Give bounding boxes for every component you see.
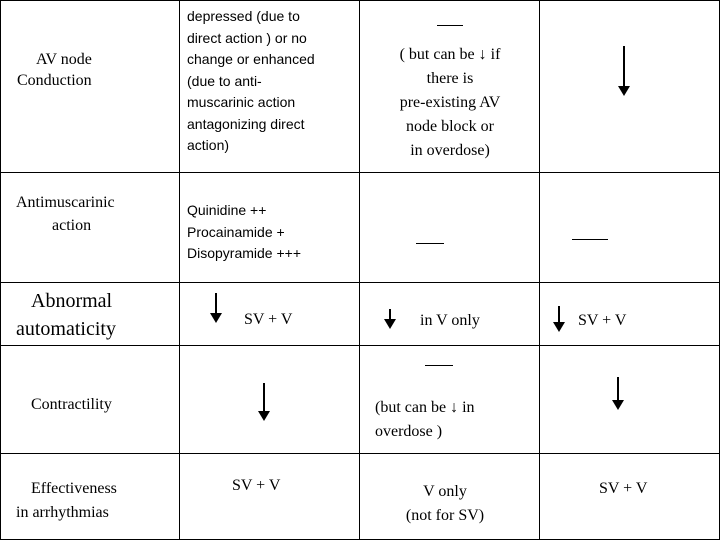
row-label-av-node: AV node bbox=[36, 51, 92, 68]
av-node-col2-text bbox=[360, 43, 540, 163]
effectiveness-col3-text: SV + V bbox=[599, 480, 648, 497]
text-line: change or enhanced bbox=[187, 51, 315, 67]
text-line: depressed (due to bbox=[187, 8, 300, 24]
down-arrow-icon bbox=[612, 377, 624, 410]
no-change-dash bbox=[437, 25, 463, 26]
down-arrow-icon bbox=[384, 309, 396, 329]
text-line: action) bbox=[187, 137, 230, 153]
no-change-dash bbox=[572, 239, 608, 240]
av-node-col1-text bbox=[187, 6, 315, 157]
row-label-contractility: Contractility bbox=[31, 396, 112, 413]
grid-line bbox=[0, 282, 720, 283]
row-label-in-arrhythmias: in arrhythmias bbox=[16, 504, 109, 521]
row-label-action: action bbox=[52, 217, 92, 234]
text-line: there is bbox=[426, 70, 474, 87]
down-arrow-icon bbox=[258, 383, 270, 421]
text-line: overdose ) bbox=[375, 423, 443, 440]
text-line: (due to anti- bbox=[187, 72, 262, 89]
text-line: node block or bbox=[406, 118, 494, 135]
no-change-dash bbox=[425, 365, 453, 366]
text-line: (not for SV) bbox=[405, 507, 485, 524]
text-line: Quinidine ++ bbox=[187, 202, 267, 218]
grid-line bbox=[0, 345, 720, 346]
grid-line bbox=[179, 0, 180, 540]
abnormal-col3-text: SV + V bbox=[578, 312, 627, 329]
effectiveness-col2-text bbox=[360, 480, 530, 528]
text-line: antagonizing direct bbox=[187, 115, 305, 132]
antimuscarinic-col1-text bbox=[187, 200, 301, 265]
effectiveness-col1-text: SV + V bbox=[232, 477, 281, 494]
down-arrow-icon bbox=[618, 46, 630, 96]
row-label-conduction: Conduction bbox=[17, 72, 92, 89]
grid-line bbox=[0, 0, 720, 1]
text-line: (but can be ↓ in bbox=[375, 399, 475, 416]
row-label-abnormal: Abnormal bbox=[31, 290, 113, 312]
row-label-effectiveness: Effectiveness bbox=[31, 480, 117, 497]
no-change-dash bbox=[416, 243, 444, 244]
text-line: in overdose) bbox=[410, 142, 490, 159]
abnormal-col1-text: SV + V bbox=[244, 311, 293, 328]
text-line: ( but can be ↓ if bbox=[399, 46, 501, 63]
abnormal-col2-text: in V only bbox=[420, 312, 480, 329]
text-line: Disopyramide +++ bbox=[187, 245, 302, 261]
text-line: V only bbox=[423, 483, 467, 500]
down-arrow-icon bbox=[553, 306, 565, 332]
text-line: Procainamide + bbox=[187, 223, 285, 240]
grid-line bbox=[0, 172, 720, 173]
text-line: direct action ) or no bbox=[187, 29, 307, 46]
text-line: muscarinic action bbox=[187, 94, 296, 110]
row-label-automaticity: automaticity bbox=[16, 318, 116, 340]
contractility-col2-text bbox=[375, 396, 475, 444]
grid-line bbox=[0, 453, 720, 454]
grid-line bbox=[0, 0, 1, 540]
down-arrow-icon bbox=[210, 293, 222, 323]
text-line: pre-existing AV bbox=[399, 94, 501, 111]
row-label-antimuscarinic: Antimuscarinic bbox=[16, 194, 115, 211]
